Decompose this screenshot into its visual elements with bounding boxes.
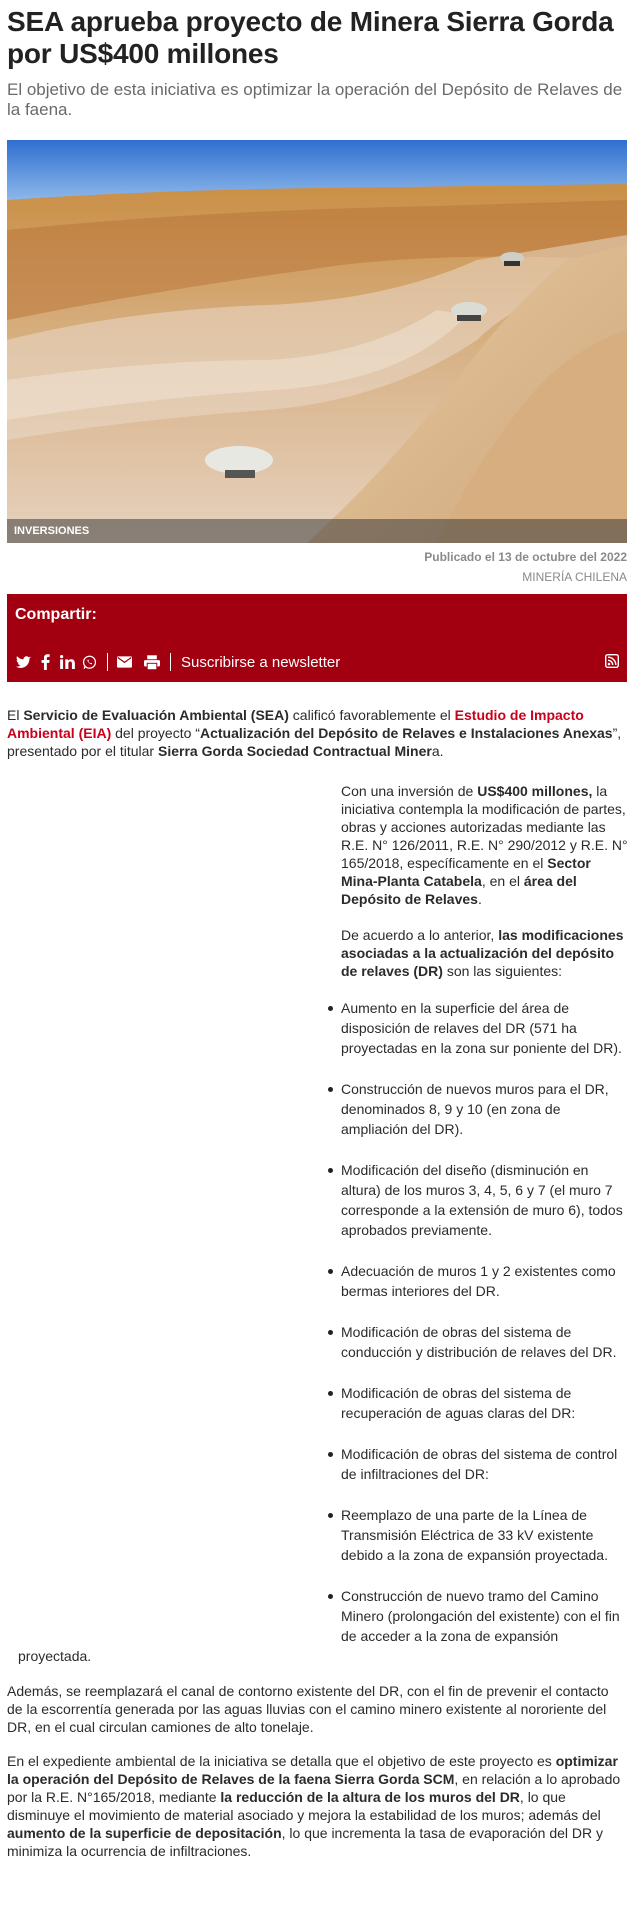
facebook-icon[interactable]	[37, 654, 53, 670]
print-icon[interactable]	[144, 654, 160, 670]
investment-paragraph: Con una inversión de US$400 millones, la iniciativa contempla la modificación de partes, obras y acciones autorizadas mediante las R.E. N° 126/2011, R.E. N° 290/2012 y R.E. N° 165/2018, específicamente en el Sector Mina-Planta Catabela, en el área del Depósito de Relaves.	[341, 783, 628, 907]
objective-paragraph: En el expediente ambiental de la iniciativa se detalla que el objetivo de este proyecto es optimizar la operación del Depósito de Relaves de la faena Sierra Gorda SCM, en relación a lo aprobado por la R.E. N°165/2018, mediante la reducción de la altura de los muros del DR, lo que disminuye el movimiento de material asociado y mejora la estabilidad de los muros; además del aumento de la superficie de depositación, lo que incrementa la tasa de evaporación del DR y minimiza la ocurrencia de infiltraciones.	[7, 1753, 621, 1859]
list-item: Modificación de obras del sistema de control de infiltraciones del DR:	[341, 1444, 631, 1484]
divider	[107, 653, 108, 671]
linkedin-icon[interactable]	[59, 654, 75, 670]
article-subtitle: El objetivo de esta iniciativa es optimizar la operación del Depósito de Relaves de la faena.	[7, 80, 623, 119]
hero-image	[7, 140, 627, 543]
article	[7, 0, 627, 1860]
article-title: SEA aprueba proyecto de Minera Sierra Gorda por US$400 millones	[7, 6, 614, 69]
share-title: Compartir:	[15, 606, 97, 623]
list-item: Modificación de obras del sistema de conducción y distribución de relaves del DR.	[341, 1322, 631, 1362]
newsletter-link[interactable]: Suscribirse a newsletter	[181, 653, 341, 671]
canal-paragraph: Además, se reemplazará el canal de contorno existente del DR, con el fin de prevenir el contacto de la escorrentía generada por las aguas lluvias con el camino minero existente al nororiente del DR, en el cual circulan camiones de alto tonelaje.	[7, 1683, 609, 1735]
share-bar	[7, 594, 627, 682]
eia-link[interactable]: Estudio de Impacto Ambiental (EIA)	[7, 707, 584, 741]
modifications-list	[341, 998, 631, 1646]
publish-date: Publicado el 13 de octubre del 2022	[424, 550, 627, 564]
whatsapp-icon[interactable]	[81, 654, 97, 670]
list-item: Modificación del diseño (disminución en altura) de los muros 3, 4, 5, 6 y 7 (el muro 7 corresponde a la extensión de muro 6), todos aprobados previamente.	[341, 1160, 631, 1240]
list-item: Construcción de nuevos muros para el DR, denominados 8, 9 y 10 (en zona de ampliación del DR).	[341, 1079, 631, 1139]
category-tag[interactable]: INVERSIONES	[7, 519, 627, 543]
list-item: Construcción de nuevo tramo del Camino Minero (prolongación del existente) con el fin de acceder a la zona de expansión	[341, 1586, 631, 1646]
lead-paragraph: El Servicio de Evaluación Ambiental (SEA) calificó favorablemente el Estudio de Impacto Ambiental (EIA) del proyecto “Actualización del Depósito de Relaves e Instalaciones Anexas”, presentado por el titular Sierra Gorda Sociedad Contractual Minera.	[7, 707, 622, 759]
modifications-paragraph: De acuerdo a lo anterior, las modificaciones asociadas a la actualización del depósito de relaves (DR) son las siguientes:	[341, 927, 624, 979]
list-item: Aumento en la superficie del área de disposición de relaves del DR (571 ha proyectadas en la zona sur poniente del DR).	[341, 998, 631, 1058]
list-item: Adecuación de muros 1 y 2 existentes como bermas interiores del DR.	[341, 1261, 631, 1301]
open-pit-mine-photo	[7, 140, 627, 543]
list-item: Reemplazo de una parte de la Línea de Transmisión Eléctrica de 33 kV existente debido a la zona de expansión proyectada.	[341, 1505, 631, 1565]
email-icon[interactable]	[116, 654, 132, 670]
list-item-continuation: proyectada.	[18, 1648, 92, 1664]
rss-icon[interactable]	[605, 654, 619, 668]
body-column	[341, 782, 631, 1646]
list-item: Modificación de obras del sistema de recuperación de aguas claras del DR:	[341, 1383, 631, 1423]
twitter-icon[interactable]	[15, 654, 31, 670]
divider	[170, 653, 171, 671]
article-source: MINERÍA CHILENA	[522, 570, 627, 584]
